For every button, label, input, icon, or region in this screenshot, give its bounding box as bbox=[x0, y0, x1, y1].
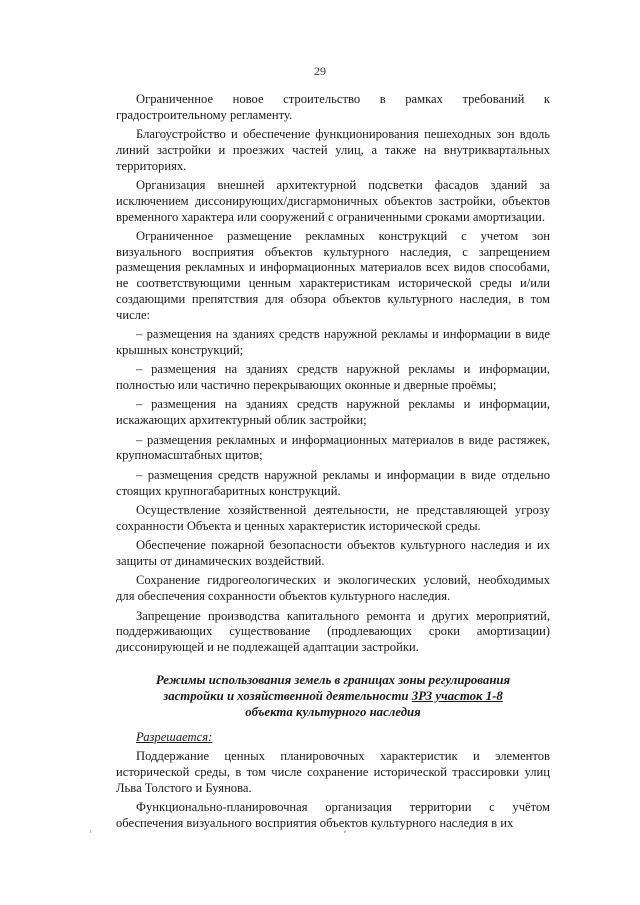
paragraph: Сохранение гидрогеологических и экологических условий, необходимых для обеспечения сохранности объектов культурного наследия. bbox=[116, 573, 550, 604]
document-body bbox=[116, 92, 550, 835]
section-heading-line-2-text: застройки и хозяйственной деятельности bbox=[163, 688, 412, 703]
list-item: – размещения на зданиях средств наружной рекламы и информации в виде крышных конструкций; bbox=[116, 327, 550, 357]
paragraph: Поддержание ценных планировочных характеристик и элементов исторической среды, в том числе сохранение исторической трассировки улиц Льва Толстого и Буянова. bbox=[116, 749, 550, 795]
list-item: – размещения на зданиях средств наружной рекламы и информации, полностью или частично перекрывающих оконные и дверные проёмы; bbox=[116, 362, 550, 392]
paragraph: Ограниченное новое строительство в рамках требований к градостроительному регламенту. bbox=[116, 92, 550, 122]
paragraph: Запрещение производства капитального ремонта и других мероприятий, поддерживающих существование (продлевающих сроки амортизации) диссонирующей и не подлежащей адаптации застройки. bbox=[116, 608, 550, 655]
section-heading-line-1: Режимы использования земель в границах зоны регулирования bbox=[155, 672, 511, 687]
paragraph: Благоустройство и обеспечение функционирования пешеходных зон вдоль линий застройки и проезжих частей улиц, а также на внутриквартальных территориях. bbox=[116, 127, 550, 173]
footer-mark: ᵗ bbox=[90, 828, 92, 837]
page-number: 29 bbox=[314, 64, 326, 78]
paragraph: Ограниченное размещение рекламных конструкций с учетом зон визуального восприятия объектов культурного наследия, с запрещением размещения рекламных и информационных материалов всех видов способами, не соответствующими ценным характеристикам исторической среды и/или создающими препятствия для обзора объектов культурного наследия, в том числе: bbox=[116, 229, 550, 322]
zone-reference: ЗРЗ участок 1-8 bbox=[411, 688, 503, 703]
allowed-label: Разрешается: bbox=[136, 729, 213, 744]
list-item: – размещения средств наружной рекламы и информации в виде отдельно стоящих крупногабаритных конструкций. bbox=[116, 467, 550, 498]
paragraph: Осуществление хозяйственной деятельности, не представляющей угрозу сохранности Объекта и ценных характеристик исторической среды. bbox=[116, 503, 550, 533]
paragraph: Обеспечение пожарной безопасности объектов культурного наследия и их защиты от динамических воздействий. bbox=[116, 538, 550, 568]
paragraph: Функционально-планировочная организация территории с учётом обеспечения визуального восприятия объектов культурного наследия в их bbox=[116, 800, 550, 830]
footer-mark: ᵉ bbox=[344, 828, 347, 837]
section-heading-line-2 bbox=[116, 688, 550, 704]
section-heading bbox=[116, 672, 550, 720]
list-item: – размещения рекламных и информационных материалов в виде растяжек, крупномасштабных щитов; bbox=[116, 432, 550, 463]
list-item: – размещения на зданиях средств наружной рекламы и информации, искажающих архитектурный облик застройки; bbox=[116, 397, 550, 428]
paragraph: Организация внешней архитектурной подсветки фасадов зданий за исключением диссонирующих/дисгармоничных объектов застройки, объектов временного характера или сооружений с ограниченными сроками амортизации. bbox=[116, 178, 550, 224]
section-heading-line-3: объекта культурного наследия bbox=[245, 704, 421, 719]
